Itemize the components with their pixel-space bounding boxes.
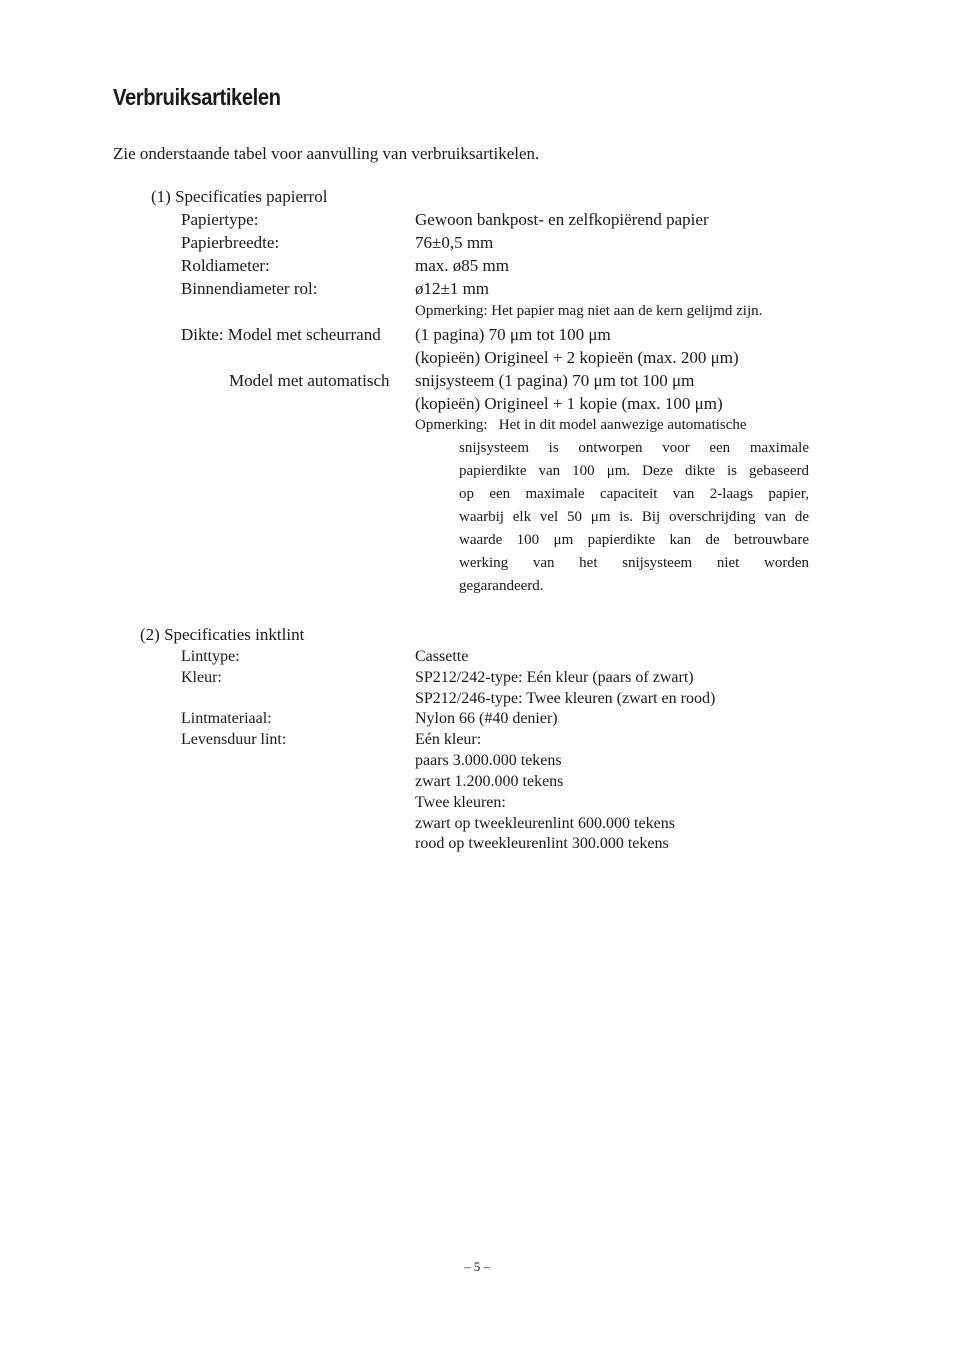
ribbon-value-life-black: zwart 1.200.000 tekens xyxy=(415,773,564,790)
cutter-remark-line: werking van het snijsysteem niet worden xyxy=(459,555,809,571)
page-number: – 5 – xyxy=(464,1259,490,1274)
paper-value-width: 76±0,5 mm xyxy=(415,233,494,252)
cutter-remark-line: waarde 100 μm papierdikte kan de betrouwbare xyxy=(459,532,809,548)
ribbon-heading: (2) Specificaties inktlint xyxy=(140,625,305,644)
paper-remark-core: Opmerking: Het papier mag niet aan de kern gelijmd zijn. xyxy=(415,303,763,319)
ribbon-value-color-dual: SP212/246-type: Twee kleuren (zwart en rood) xyxy=(415,690,716,707)
ribbon-label-color: Kleur: xyxy=(181,669,222,686)
ribbon-label-material: Lintmateriaal: xyxy=(181,710,272,727)
paper-label-inner-diameter: Binnendiameter rol: xyxy=(181,279,318,298)
ribbon-value-type: Cassette xyxy=(415,648,469,665)
ribbon-value-life-dual-red: rood op tweekleurenlint 300.000 tekens xyxy=(415,835,669,852)
ribbon-label-life: Levensduur lint: xyxy=(181,731,287,748)
cutter-remark-line: gegarandeerd. xyxy=(459,578,544,594)
cutter-remark-line: snijsysteem is ontworpen voor een maximale xyxy=(459,440,809,456)
thickness-auto-label: Model met automatisch xyxy=(229,371,390,390)
thickness-auto-copies: (kopieën) Origineel + 1 kopie (max. 100 μm) xyxy=(415,394,723,413)
cutter-remark xyxy=(415,414,809,598)
ribbon-value-color-single: SP212/242-type: Eén kleur (paars of zwart) xyxy=(415,669,694,686)
paper-heading: (1) Specificaties papierrol xyxy=(151,187,328,206)
cutter-remark-line: waarbij elk vel 50 μm is. Bij overschrijding van de xyxy=(459,509,809,525)
intro-text: Zie onderstaande tabel voor aanvulling van verbruiksartikelen. xyxy=(113,144,540,163)
thickness-label: Dikte: Model met scheurrand xyxy=(181,325,381,344)
paper-label-width: Papierbreedte: xyxy=(181,233,280,252)
cutter-remark-body xyxy=(459,437,809,598)
cutter-remark-line: op een maximale capaciteit van 2-laags papier, xyxy=(459,486,809,502)
cutter-remark-line: papierdikte van 100 μm. Deze dikte is gebaseerd xyxy=(459,463,809,479)
paper-label-type: Papiertype: xyxy=(181,210,259,229)
ribbon-label-type: Linttype: xyxy=(181,648,240,665)
paper-value-diameter: max. ø85 mm xyxy=(415,256,509,275)
paper-value-type: Gewoon bankpost- en zelfkopiërend papier xyxy=(415,210,709,229)
page-title: Verbruiksartikelen xyxy=(113,84,281,110)
ribbon-value-material: Nylon 66 (#40 denier) xyxy=(415,710,558,727)
ribbon-value-life-dual-black: zwart op tweekleurenlint 600.000 tekens xyxy=(415,815,675,832)
thickness-auto-single: snijsysteem (1 pagina) 70 μm tot 100 μm xyxy=(415,371,695,390)
ribbon-value-life-single: Eén kleur: xyxy=(415,731,482,748)
cutter-remark-first-line: Opmerking: Het in dit model aanwezige automatische xyxy=(415,417,747,433)
thickness-tear-copies: (kopieën) Origineel + 2 kopieën (max. 200 μm) xyxy=(415,348,739,367)
ribbon-value-life-dual: Twee kleuren: xyxy=(415,794,506,811)
ribbon-value-life-purple: paars 3.000.000 tekens xyxy=(415,752,562,769)
paper-value-inner-diameter: ø12±1 mm xyxy=(415,279,490,298)
paper-label-diameter: Roldiameter: xyxy=(181,256,270,275)
thickness-tear-single: (1 pagina) 70 μm tot 100 μm xyxy=(415,325,611,344)
